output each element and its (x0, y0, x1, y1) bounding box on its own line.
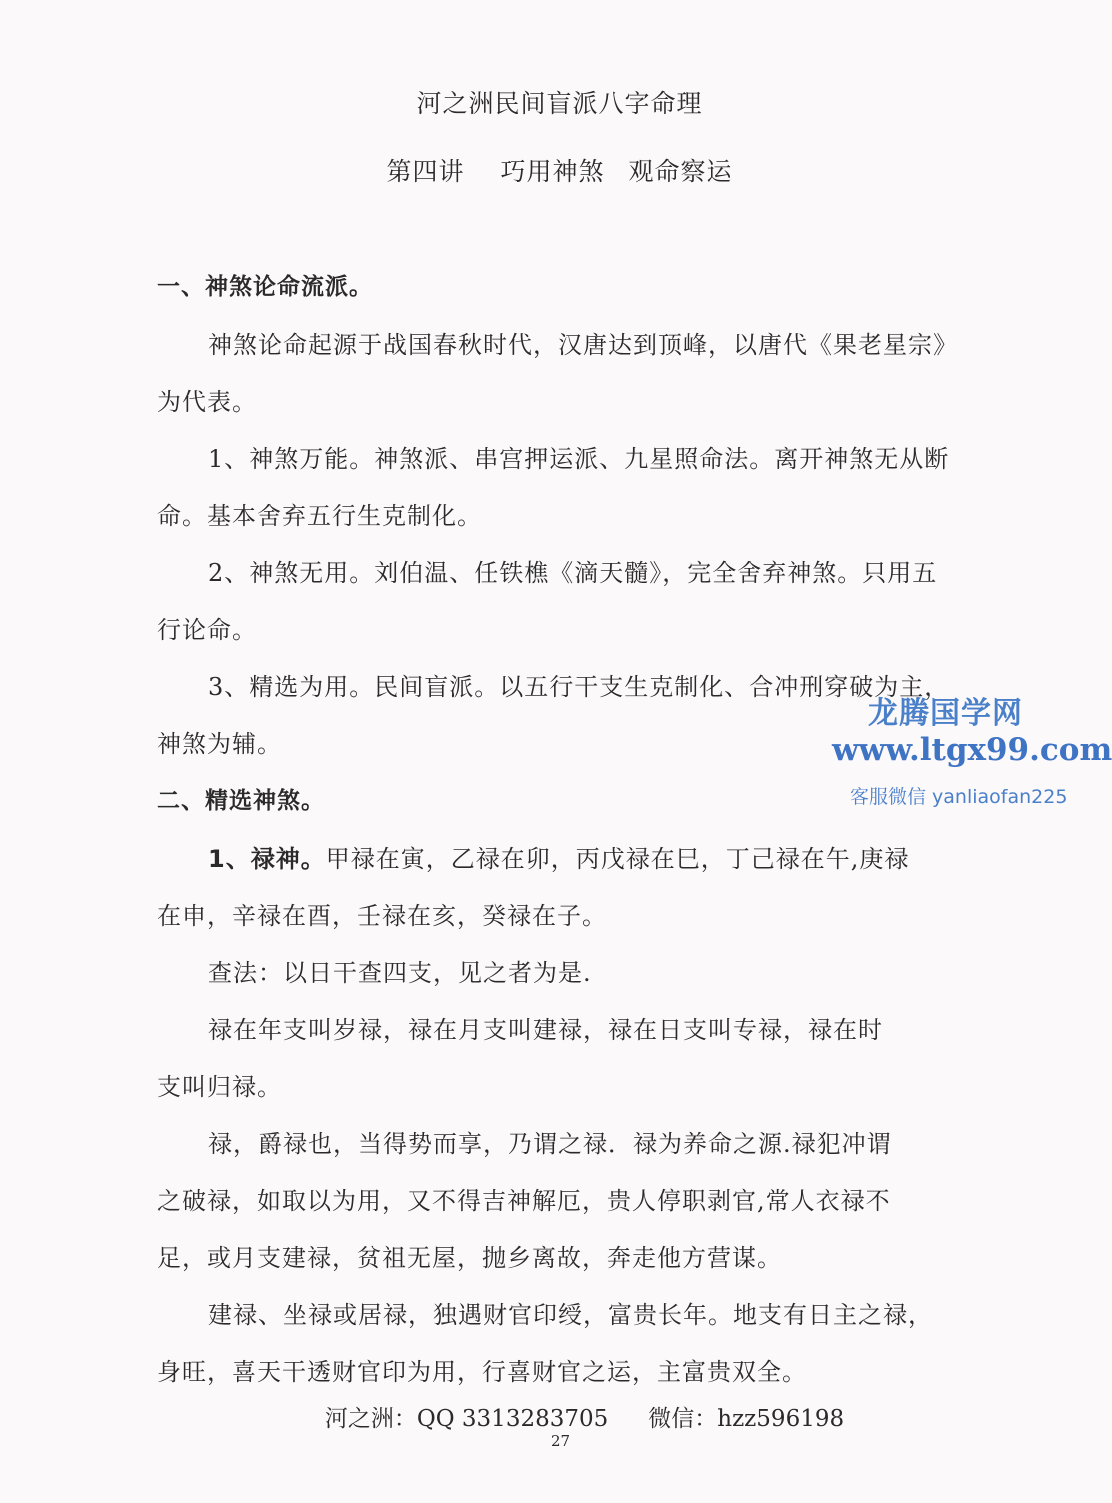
term-label: 1、禄神。 (208, 845, 326, 873)
paragraph-line: 为代表。 (157, 388, 257, 416)
subtitle-lecture: 第四讲 (386, 157, 465, 186)
section-heading-2: 二、精选神煞。 (157, 788, 325, 814)
paragraph-line: 查法：以日干查四支，见之者为是. (208, 959, 592, 987)
paragraph-line: 禄在年支叫岁禄，禄在月支叫建禄，禄在日支叫专禄，禄在时 (208, 1016, 883, 1044)
paragraph-line: 建禄、坐禄或居禄，独遇财官印绶，富贵长年。地支有日主之禄， (208, 1301, 933, 1329)
watermark-url: www.ltgx99.com (832, 732, 1112, 768)
page-title: 河之洲民间盲派八字命理 (416, 89, 703, 118)
paragraph-line: 身旺，喜天干透财官印为用，行喜财官之运，主富贵双全。 (157, 1358, 807, 1386)
footer-wechat: 微信：hzz596198 (648, 1406, 845, 1432)
paragraph-line: 2、神煞无用。刘伯温、任铁樵《滴天髓》，完全舍弃神煞。只用五 (208, 559, 938, 587)
paragraph-line: 支叫归禄。 (157, 1073, 282, 1101)
subtitle-topic-2: 观命察运 (628, 157, 733, 186)
paragraph-line: 足，或月支建禄，贫祖无屋，抛乡离故，奔走他方营谋。 (157, 1244, 782, 1272)
page-number: 27 (550, 1432, 571, 1450)
page-subtitle (0, 152, 1079, 188)
subtitle-topic-1: 巧用神煞 (500, 157, 605, 186)
paragraph-line: 之破禄，如取以为用，又不得吉神解厄，贵人停职剥官,常人衣禄不 (157, 1187, 891, 1215)
term-text: 甲禄在寅，乙禄在卯，丙戊禄在巳，丁己禄在午,庚禄 (325, 845, 910, 873)
paragraph-line: 禄，爵禄也，当得势而享，乃谓之禄．禄为养命之源.禄犯冲谓 (208, 1130, 892, 1158)
paragraph-line: 命。基本舍弃五行生克制化。 (157, 502, 482, 530)
paragraph-line: 在申，辛禄在酉，壬禄在亥，癸禄在子。 (157, 902, 607, 930)
paragraph-line: 神煞为辅。 (157, 730, 282, 758)
section-heading-1: 一、神煞论命流派。 (157, 274, 373, 300)
page-footer (0, 1400, 1079, 1433)
footer-author: 河之洲：QQ 3313283705 (324, 1406, 609, 1432)
watermark-contact: 客服微信 yanliaofan225 (850, 786, 1068, 808)
paragraph-line (208, 839, 909, 874)
paragraph-line: 3、精选为用。民间盲派。以五行干支生克制化、合冲刑穿破为主， (208, 673, 950, 701)
paragraph-line: 1、神煞万能。神煞派、串宫押运派、九星照命法。离开神煞无从断 (208, 445, 950, 473)
paragraph-line: 行论命。 (157, 616, 257, 644)
watermark-site-name: 龙腾国学网 (868, 696, 1023, 731)
paragraph-line: 神煞论命起源于战国春秋时代，汉唐达到顶峰，以唐代《果老星宗》 (208, 331, 958, 359)
